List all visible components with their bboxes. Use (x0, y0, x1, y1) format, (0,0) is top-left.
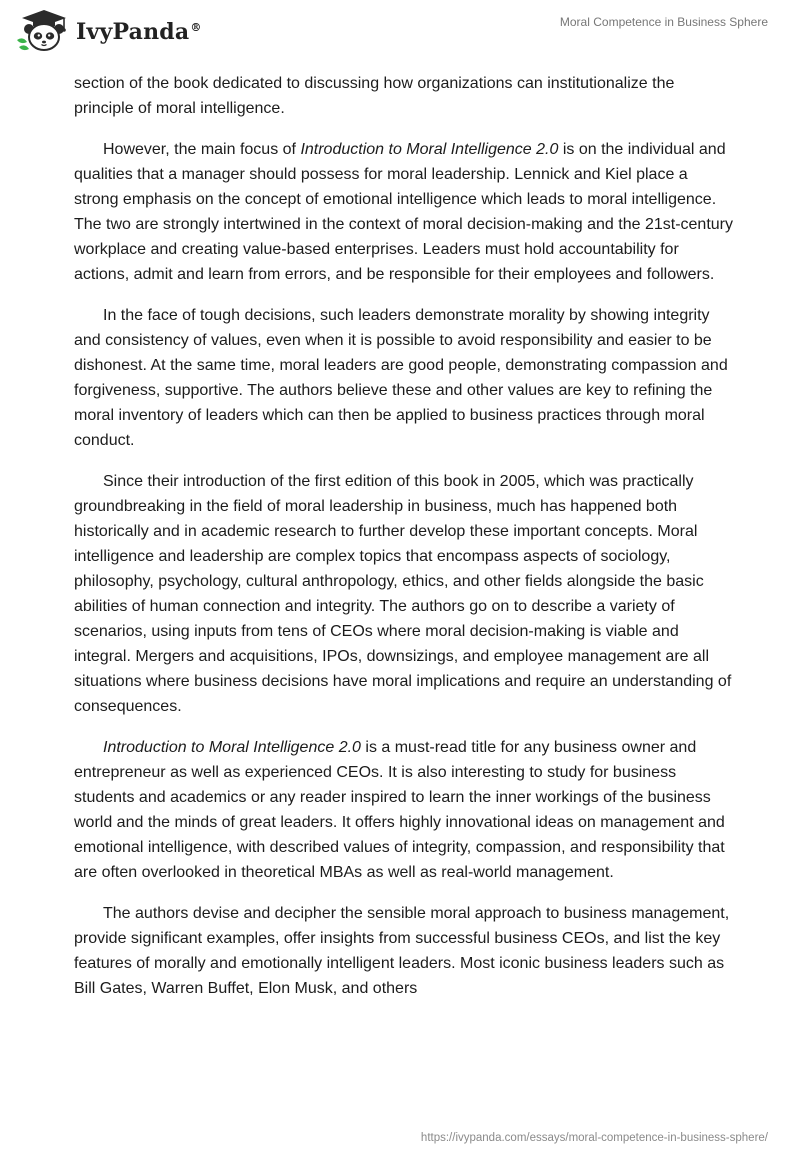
brand-name: IvyPanda® (76, 19, 202, 45)
paragraph: section of the book dedicated to discussing how organizations can institutionalize the principle of moral intelligence. (74, 75, 675, 117)
brand-logo[interactable] (14, 9, 202, 53)
paragraph: Introduction to Moral Intelligence 2.0 is a must-read title for any business owner and entrepreneur as well as experienced CEOs. It is also interesting to study for business students and academics or any reader inspired to learn the inner workings of the business world and the minds of great leaders. It offers highly innovational ideas on management and emotional intelligence, with described values of integrity, compassion, and responsibility that are often overlooked in theoretical MBAs as well as real-world management. (74, 739, 725, 881)
book-title: Introduction to Moral Intelligence 2.0 (103, 739, 361, 756)
paragraph: Since their introduction of the first edition of this book in 2005, which was practically groundbreaking in the field of moral leadership in business, much has happened both historically and in academic research to further develop these important concepts. Moral intelligence and leadership are complex topics that encompass aspects of sociology, philosophy, psychology, cultural anthropology, ethics, and other fields alongside the basic abilities of human connection and integrity. The authors go on to describe a variety of scenarios, using inputs from tens of CEOs where moral decision-making is viable and integral. Mergers and acquisitions, IPOs, downsizings, and employee management are all situations where business decisions have moral implications and require an understanding of consequences. (74, 473, 732, 715)
book-title: Introduction to Moral Intelligence 2.0 (300, 141, 559, 158)
paragraph: However, the main focus of Introduction to Moral Intelligence 2.0 is on the individual and qualities that a manager should possess for moral leadership. Lennick and Kiel place a strong emphasis on the concept of emotional intelligence which leads to moral intelligence. The two are strongly intertwined in the context of moral decision-making and the 21st-century workplace and creating value-based enterprises. Leaders must hold accountability for actions, admit and learn from errors, and be responsible for their employees and followers. (74, 141, 733, 283)
essay-body (74, 71, 734, 1017)
page-header (0, 0, 800, 64)
source-url[interactable]: https://ivypanda.com/essays/moral-competence-in-business-sphere/ (420, 1132, 768, 1144)
paragraph: The authors devise and decipher the sensible moral approach to business management, provide significant examples, offer insights from successful business CEOs, and list the key features of morally and emotionally intelligent leaders. Most iconic business leaders such as Bill Gates, Warren Buffet, Elon Musk, and others (74, 905, 730, 997)
paragraph: In the face of tough decisions, such leaders demonstrate morality by showing integrity and consistency of values, even when it is possible to avoid responsibility and easier to be dishonest. At the same time, moral leaders are good people, demonstrating compassion and forgiveness, supportive. The authors believe these and other values are key to refining the moral inventory of leaders which can then be applied to business practices through moral conduct. (74, 307, 728, 449)
document-title: Moral Competence in Business Sphere (559, 15, 768, 29)
panda-graduate-icon (14, 9, 74, 53)
